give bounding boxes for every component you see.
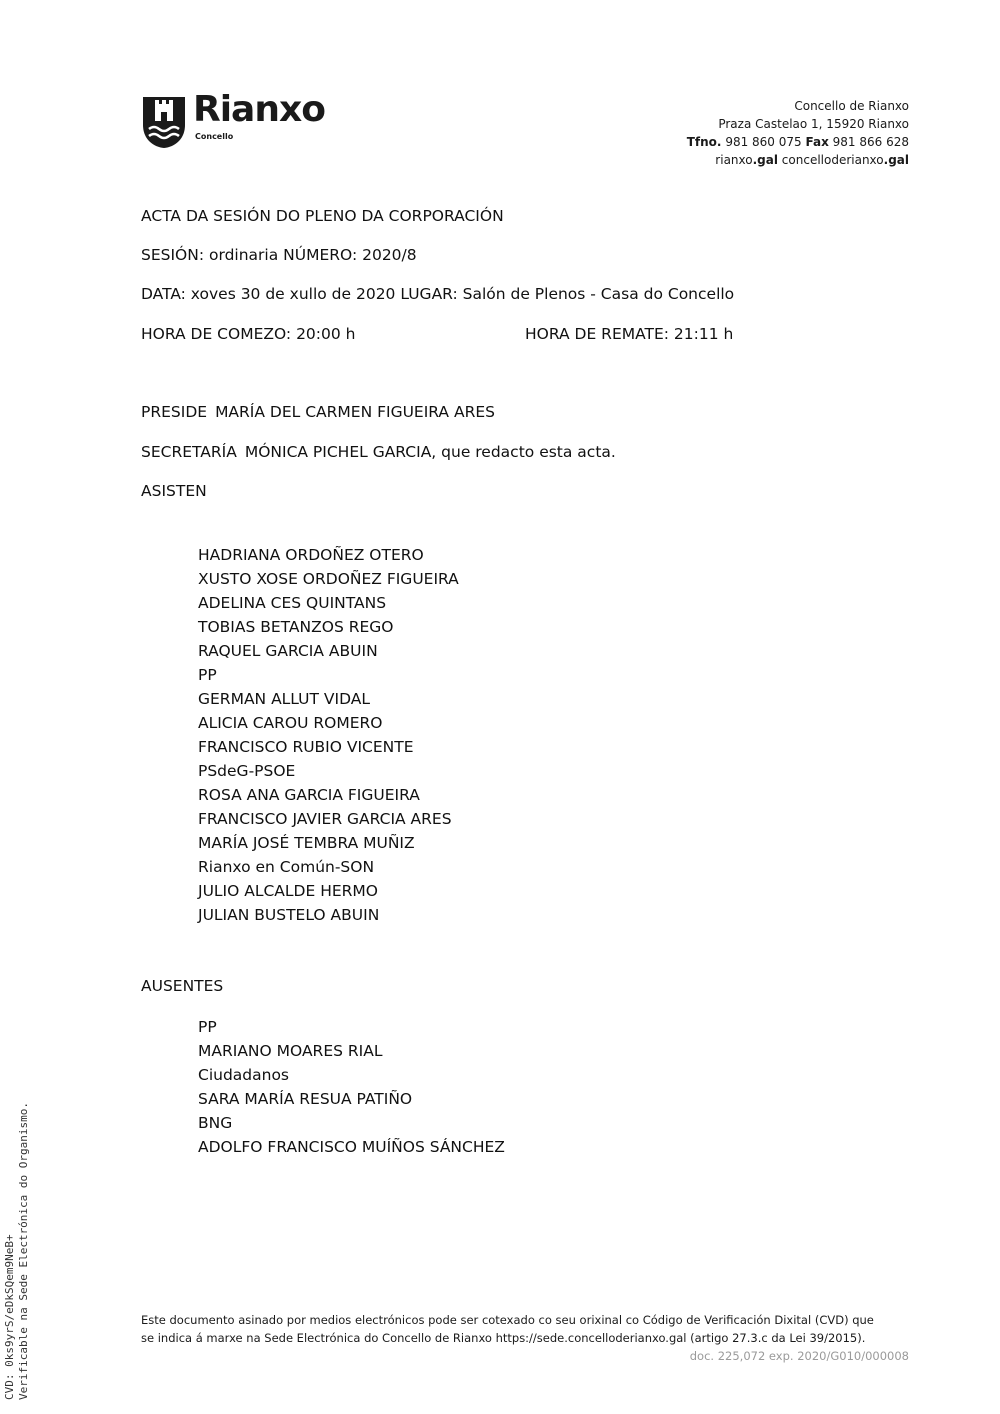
list-item: BNG bbox=[198, 1114, 233, 1132]
list-item: ADELINA CES QUINTANS bbox=[198, 594, 387, 612]
preside-line bbox=[141, 403, 495, 421]
secretaria-line bbox=[141, 443, 616, 461]
web1-link[interactable]: rianxo.gal bbox=[715, 153, 778, 167]
logo-subtitle: Concello bbox=[195, 132, 234, 141]
preside-label: PRESIDE bbox=[141, 403, 208, 421]
fax-number: 981 866 628 bbox=[832, 135, 909, 149]
list-item: XUSTO XOSE ORDOÑEZ FIGUEIRA bbox=[198, 570, 459, 588]
list-item: SARA MARÍA RESUA PATIÑO bbox=[198, 1090, 413, 1108]
list-item: JULIO ALCALDE HERMO bbox=[198, 882, 378, 900]
list-item: TOBIAS BETANZOS REGO bbox=[198, 618, 394, 636]
org-name: Concello de Rianxo bbox=[794, 99, 909, 113]
footer-line-1: Este documento asinado por medios electrónicos pode ser cotexado co seu orixinal co Código de Verificación Dixital (CVD) que bbox=[141, 1313, 874, 1327]
fax-label: Fax bbox=[805, 135, 829, 149]
acta-title: ACTA DA SESIÓN DO PLENO DA CORPORACIÓN bbox=[141, 207, 504, 225]
list-item: JULIAN BUSTELO ABUIN bbox=[198, 906, 380, 924]
list-item: ADOLFO FRANCISCO MUÍÑOS SÁNCHEZ bbox=[198, 1138, 505, 1156]
preside-name: MARÍA DEL CARMEN FIGUEIRA ARES bbox=[215, 403, 495, 421]
phone-fax-line bbox=[687, 133, 909, 151]
list-item: FRANCISCO RUBIO VICENTE bbox=[198, 738, 414, 756]
asisten-list bbox=[198, 543, 459, 927]
list-item: GERMAN ALLUT VIDAL bbox=[198, 690, 370, 708]
list-item: MARIANO MOARES RIAL bbox=[198, 1042, 383, 1060]
ausentes-list bbox=[198, 1015, 505, 1159]
footer-line-2: se indica á marxe na Sede Electrónica do Concello de Rianxo https://sede.concelloderianxo.gal (artigo 27.3.c da Lei 39/2015). bbox=[141, 1331, 866, 1345]
list-item: Ciudadanos bbox=[198, 1066, 290, 1084]
list-item: Rianxo en Común-SON bbox=[198, 858, 375, 876]
list-item: ROSA ANA GARCIA FIGUEIRA bbox=[198, 786, 420, 804]
asisten-label: ASISTEN bbox=[141, 482, 207, 500]
tel-number: 981 860 075 bbox=[725, 135, 802, 149]
ausentes-label: AUSENTES bbox=[141, 977, 224, 995]
cvd-margin-text bbox=[3, 1102, 31, 1400]
hora-comezo: HORA DE COMEZO: 20:00 h bbox=[141, 325, 356, 343]
cvd-code: CVD: 0ks9yrS/eDkSQem9NeB+ bbox=[3, 1234, 16, 1400]
cvd-verify-note: Verificable na Sede Electrónica do Organismo. bbox=[17, 1101, 30, 1400]
list-item: HADRIANA ORDOÑEZ OTERO bbox=[198, 546, 424, 564]
secretaria-name: MÓNICA PICHEL GARCIA, que redacto esta acta. bbox=[244, 443, 616, 461]
secretaria-label: SECRETARÍA bbox=[141, 443, 237, 461]
list-item: PP bbox=[198, 1018, 217, 1036]
document-reference: doc. 225,072 exp. 2020/G010/000008 bbox=[689, 1349, 909, 1363]
date-place-line: DATA: xoves 30 de xullo de 2020 LUGAR: Salón de Plenos - Casa do Concello bbox=[141, 285, 735, 303]
list-item: PSdeG-PSOE bbox=[198, 762, 296, 780]
web2-link[interactable]: concelloderianxo.gal bbox=[781, 153, 909, 167]
rianxo-logo bbox=[141, 89, 351, 151]
contact-block bbox=[687, 97, 909, 169]
list-item: PP bbox=[198, 666, 217, 684]
castle-shield-icon bbox=[141, 95, 187, 149]
list-item: FRANCISCO JAVIER GARCIA ARES bbox=[198, 810, 452, 828]
verification-footer bbox=[141, 1311, 911, 1347]
list-item: ALICIA CAROU ROMERO bbox=[198, 714, 383, 732]
tel-label: Tfno. bbox=[686, 135, 722, 149]
hora-remate: HORA DE REMATE: 21:11 h bbox=[525, 325, 734, 343]
logo-wordmark: Rianxo bbox=[193, 89, 325, 130]
list-item: RAQUEL GARCIA ABUIN bbox=[198, 642, 378, 660]
websites-line bbox=[687, 151, 909, 169]
org-address: Praza Castelao 1, 15920 Rianxo bbox=[718, 117, 909, 131]
list-item: MARÍA JOSÉ TEMBRA MUÑIZ bbox=[198, 834, 415, 852]
sesion-line: SESIÓN: ordinaria NÚMERO: 2020/8 bbox=[141, 246, 417, 264]
